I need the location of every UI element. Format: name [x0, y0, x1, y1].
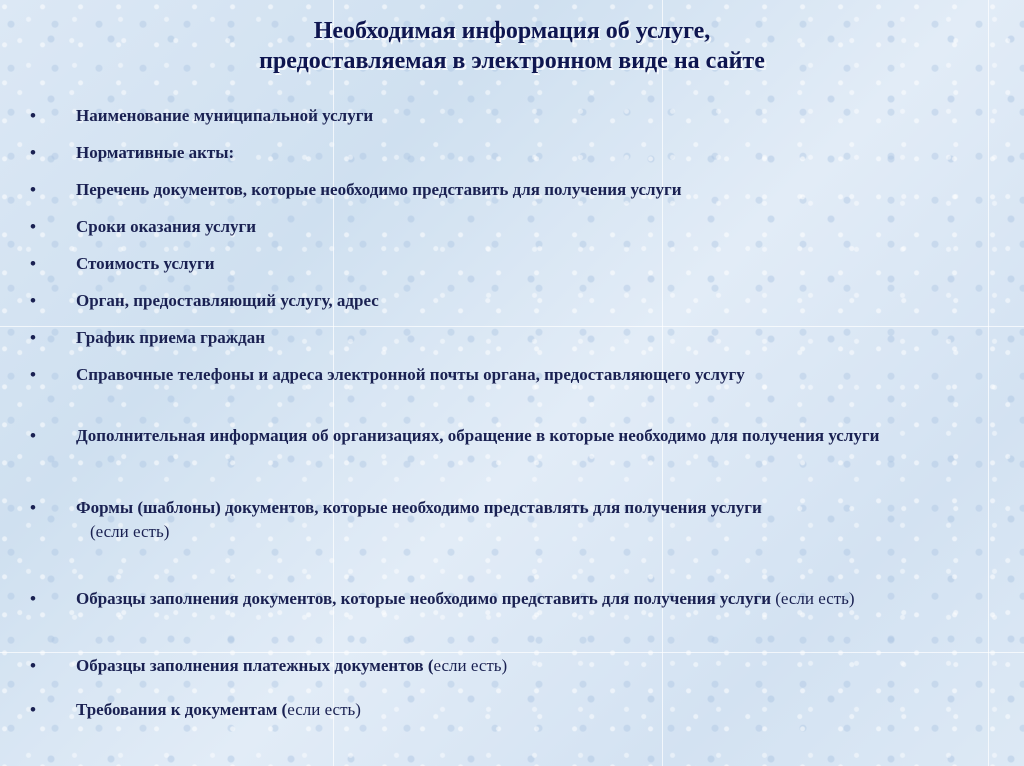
item-note: если есть)	[287, 700, 361, 719]
item-note: (если есть)	[775, 589, 855, 608]
bullet: •	[30, 254, 36, 273]
bullet: •	[30, 700, 36, 719]
bullet: •	[30, 143, 36, 162]
bullet: •	[30, 328, 36, 347]
list-item	[30, 215, 995, 239]
bullet: •	[30, 426, 36, 445]
item-note: (если есть)	[90, 522, 170, 541]
item-text: Формы (шаблоны) документов, которые необходимо представлять для получения услуги	[76, 498, 762, 517]
list-item	[30, 289, 995, 313]
list-item	[30, 252, 995, 276]
item-note: если есть)	[433, 656, 508, 675]
list-item	[30, 654, 995, 678]
list-item	[30, 141, 995, 165]
bullet: •	[30, 291, 36, 310]
item-text: Справочные телефоны и адреса электронной почты органа, предоставляющего услугу	[76, 365, 745, 384]
item-text: Образцы заполнения платежных документов (	[76, 656, 434, 675]
item-text: Сроки оказания услуги	[76, 217, 257, 236]
list-item	[30, 698, 995, 722]
item-text: Наименование муниципальной услуги	[76, 106, 374, 125]
item-text: Перечень документов, которые необходимо представить для получения услуги	[76, 180, 682, 199]
list-item	[30, 496, 995, 544]
item-text: Нормативные акты:	[76, 143, 235, 162]
item-text: Орган, предоставляющий услугу, адрес	[76, 291, 379, 310]
list-item	[30, 424, 995, 448]
bullet: •	[30, 656, 36, 675]
item-text: График приема граждан	[76, 328, 266, 347]
item-text: Требования к документам (	[76, 700, 288, 719]
list-item	[30, 178, 995, 202]
bullet: •	[30, 498, 36, 517]
bullet: •	[30, 365, 36, 384]
list-item	[30, 363, 995, 387]
item-text: Стоимость услуги	[76, 254, 215, 273]
title-line-1: Необходимая информация об услуге,	[313, 18, 711, 44]
title-line-2: предоставляемая в электронном виде на сайте	[259, 48, 765, 74]
list-item	[30, 587, 995, 611]
list-item	[30, 104, 995, 128]
item-text: Дополнительная информация об организациях, обращение в которые необходимо для получения услуги	[76, 426, 880, 445]
bullet: •	[30, 217, 36, 236]
bullet: •	[30, 589, 36, 608]
item-text: Образцы заполнения документов, которые необходимо представить для получения услуги	[76, 589, 771, 608]
bullet: •	[30, 106, 36, 125]
list-item	[30, 326, 995, 350]
bullet: •	[30, 180, 36, 199]
